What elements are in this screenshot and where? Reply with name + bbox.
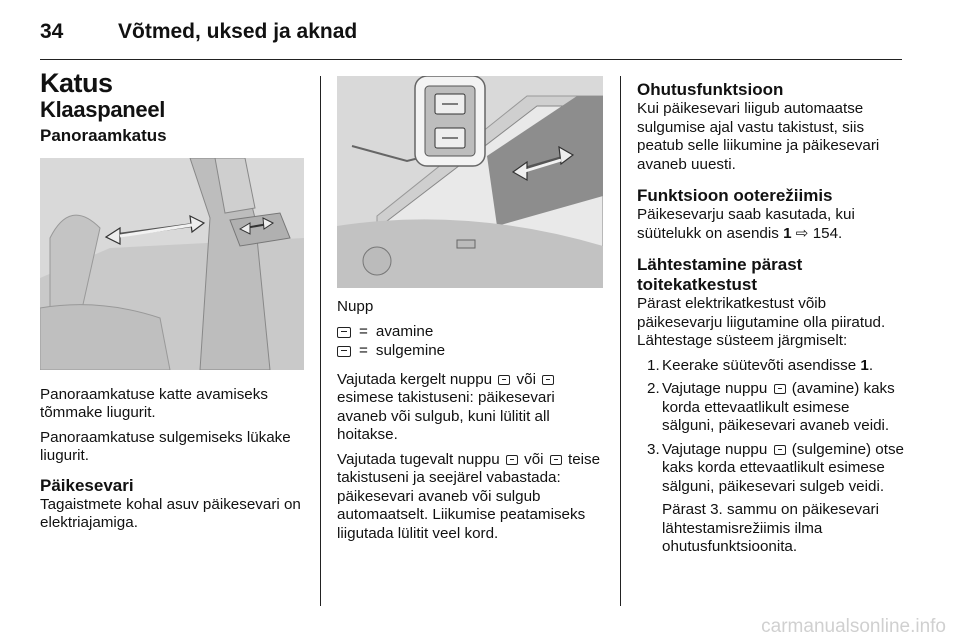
legend-title: Nupp bbox=[337, 298, 374, 315]
sunshade-close-icon bbox=[774, 445, 786, 455]
text-fragment: Vajutada kergelt nuppu bbox=[337, 370, 497, 388]
text-fragment: teise takistuseni ja seejärel vabastada: päikesevari avaneb või sulgub automaatselt. Liikumise peatamiseks liigutada lülitit veel kord. bbox=[337, 450, 601, 542]
page-number: 34 bbox=[40, 20, 64, 43]
sunshade-open-icon bbox=[498, 375, 510, 385]
sunshade-open-icon bbox=[337, 327, 351, 338]
ignition-position: 1 bbox=[860, 356, 869, 374]
watermark: carmanualsonline.info bbox=[761, 616, 946, 637]
text-fragment: Päikesevarju saab kasutada, kui süütelukk on asendis bbox=[637, 206, 855, 242]
text-fragment: (avamine) kaks korda ettevaatlikult esimese sälguni, päikesevari avaneb veidi. bbox=[662, 380, 895, 434]
panoramic-roof-heading: Panoraamkatus bbox=[40, 126, 167, 145]
legend-row-open bbox=[337, 323, 605, 342]
sunshade-switch-illustration bbox=[337, 76, 603, 288]
open-instruction: Panoraamkatuse katte avamiseks tõmmake liugurit. bbox=[40, 385, 268, 421]
list-item bbox=[637, 441, 905, 497]
sunshade-close-icon bbox=[550, 455, 562, 465]
sunshade-description: Tagaistmete kohal asuv päikesevari on elektriajamiga. bbox=[40, 495, 301, 531]
text-fragment: (sulgemine) otse kaks korda ettevaatlikult esimese sälguni, päikesevari sulgeb veidi. bbox=[662, 440, 905, 495]
button-legend bbox=[337, 323, 605, 361]
text-fragment: Vajutage nuppu bbox=[662, 380, 772, 397]
list-item bbox=[637, 380, 905, 436]
text-fragment: esimese takistuseni: päikesevari avaneb või sulgub, kuni lülitit all hoitakse. bbox=[337, 389, 555, 443]
step-number: 2. bbox=[647, 380, 660, 397]
sunshade-heading: Päikesevari bbox=[40, 475, 134, 495]
sunshade-close-icon bbox=[542, 375, 554, 385]
reset-heading bbox=[637, 255, 905, 295]
column-1 bbox=[40, 60, 306, 539]
list-item bbox=[637, 357, 905, 376]
chapter-title: Võtmed, uksed ja aknad bbox=[118, 20, 358, 43]
column-divider-1 bbox=[320, 76, 321, 606]
column-2 bbox=[337, 60, 605, 549]
light-press-instruction bbox=[337, 371, 605, 445]
legend-close-label: sulgemine bbox=[375, 341, 446, 359]
step-number: 3. bbox=[647, 440, 660, 458]
text-fragment: Keerake süütevõti asendisse bbox=[662, 356, 861, 374]
standby-description bbox=[637, 206, 905, 243]
panoramic-roof-illustration bbox=[40, 158, 304, 370]
sunshade-open-icon bbox=[774, 384, 786, 394]
legend-row-close bbox=[337, 342, 605, 361]
text-fragment: . bbox=[868, 356, 874, 374]
section-title: Katus bbox=[40, 68, 113, 98]
column-divider-2 bbox=[620, 76, 621, 606]
page-reference-icon: ⇨ bbox=[795, 224, 809, 242]
safety-description: Kui päikesevari liigub automaatse sulgumise ajal vastu takistust, siis peatub selle liikumine ja päikesevari avaneb uuesti. bbox=[637, 100, 880, 173]
legend-equals: = bbox=[359, 341, 368, 359]
subsection-title: Klaaspaneel bbox=[40, 96, 166, 122]
ignition-position: 1 bbox=[783, 224, 792, 242]
standby-heading: Funktsioon ooterežiimis bbox=[637, 186, 833, 205]
text-fragment: või bbox=[519, 450, 548, 468]
column-3 bbox=[637, 60, 905, 563]
firm-press-instruction bbox=[337, 451, 605, 544]
text-fragment: Vajutada tugevalt nuppu bbox=[337, 450, 504, 468]
sunshade-open-icon bbox=[506, 455, 518, 465]
reset-steps bbox=[637, 357, 905, 497]
text-fragment: või bbox=[512, 370, 541, 388]
after-reset-note: Pärast 3. sammu on päikesevari lähtestamisrežiimis ilma ohutusfunktsioonita. bbox=[662, 501, 879, 555]
sunshade-close-icon bbox=[337, 346, 351, 357]
page-reference: 154. bbox=[808, 224, 843, 242]
legend-open-label: avamine bbox=[375, 322, 434, 340]
close-instruction: Panoraamkatuse sulgemiseks lükake liugurit. bbox=[40, 428, 291, 464]
reset-heading-line-1: Lähtestamine pärast bbox=[637, 255, 803, 274]
reset-heading-line-2: toitekatkestust bbox=[637, 275, 757, 294]
safety-heading: Ohutusfunktsioon bbox=[637, 80, 784, 99]
reset-description: Pärast elektrikatkestust võib päikesevarju liigutamine olla piiratud. Lähtestage süsteem järgmiselt: bbox=[637, 295, 886, 349]
page-header bbox=[40, 14, 902, 54]
step-number: 1. bbox=[647, 356, 660, 374]
text-fragment: Vajutage nuppu bbox=[662, 440, 772, 458]
legend-equals: = bbox=[359, 322, 368, 340]
